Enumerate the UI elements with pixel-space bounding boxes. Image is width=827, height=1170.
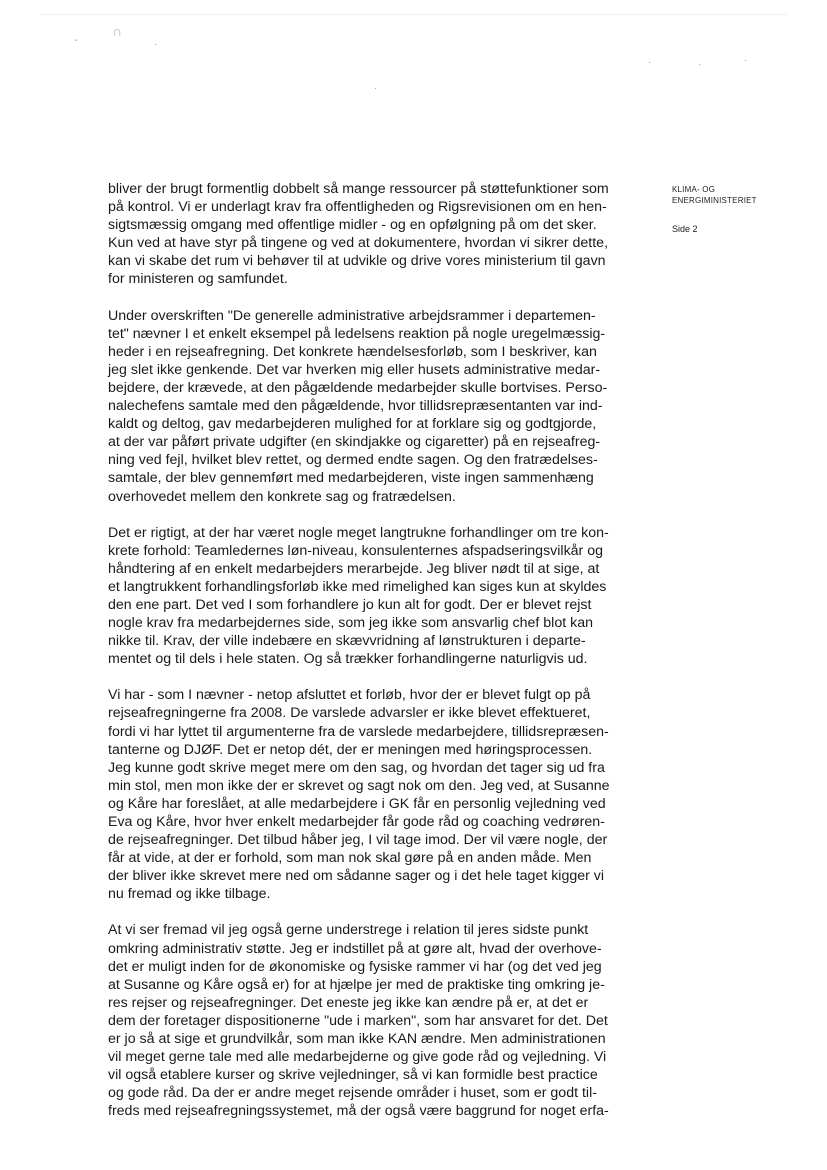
text-line: nu fremad og ikke tilbage. xyxy=(108,886,271,903)
text-line: håndtering af en enkelt medarbejders merarbejde. Jeg bliver nødt til at sige, at xyxy=(108,560,600,577)
text-line: samtale, der blev gennemført med medarbejderen, viste ingen sammenhæng xyxy=(108,470,594,487)
paragraph xyxy=(108,524,643,669)
text-line: res rejser og rejseafregninger. Det eneste jeg ikke kan ændre på er, at det er xyxy=(108,994,589,1011)
text-line: for ministeren og samfundet. xyxy=(108,271,288,288)
text-line: ning ved fejl, hvilket blev rettet, og dermed endte sagen. Og den fratrædelses- xyxy=(108,452,598,469)
text-line: tet" nævner I et enkelt eksempel på ledelsens reaktion på nogle uregelmæssig- xyxy=(108,325,606,342)
text-line: rejseafregningerne fra 2008. De varslede advarsler er ikke blevet effektueret, xyxy=(108,705,591,722)
text-line: Under overskriften "De generelle administrative arbejdsrammer i departemen- xyxy=(108,307,596,324)
scan-mark: · xyxy=(374,83,378,94)
scan-mark: · xyxy=(648,57,652,68)
text-line: min stol, men mon ikke der er skrevet og sagt nok om den. Jeg ved, at Susanne xyxy=(108,777,610,794)
ministry-line-2: ENERGIMINISTERIET xyxy=(672,196,757,205)
text-line: bejdere, der krævede, at den pågældende medarbejder skulle bortvises. Perso- xyxy=(108,379,608,396)
text-line: vil også etablere kurser og skrive vejledninger, så vi kan formidle best practice xyxy=(108,1067,598,1084)
text-line: overhovedet mellem den konkrete sag og fratrædelsen. xyxy=(108,488,456,505)
text-line: får at vide, at der er forhold, som man nok skal gøre på en anden måde. Men xyxy=(108,850,592,867)
text-line: sigtsmæssig omgang med offentlige midler - og en opfølgning på om det sker. xyxy=(108,217,597,234)
text-line: kaldt og deltog, gav medarbejderen mulighed for at forklare sig og godtgjorde, xyxy=(108,416,597,433)
text-line: nogle krav fra medarbejdernes side, som jeg ikke som ansvarlig chef blot kan xyxy=(108,615,593,632)
ministry-line-1: KLIMA- OG xyxy=(672,185,716,194)
text-line: Eva og Kåre, hvor hver enkelt medarbejder får gode råd og coaching vedrøren- xyxy=(108,814,605,830)
text-line: der bliver ikke skrevet mere ned om sådanne sager og i det hele taget kigger vi xyxy=(108,868,605,885)
paragraph xyxy=(108,180,643,289)
scan-mark: · xyxy=(154,39,158,50)
text-line: at Susanne og Kåre også er) for at hjælpe jer med de praktiske ting omkring je- xyxy=(108,976,605,993)
text-line: Kun ved at have styr på tingene og ved at dokumentere, hvordan vi sikrer dette, xyxy=(108,235,609,252)
text-line: Jeg kunne godt skrive meget mere om den sag, og hvordan det tager sig ud fra xyxy=(108,759,605,776)
text-line: bliver der brugt formentlig dobbelt så mange ressourcer på støttefunktioner som xyxy=(108,181,609,197)
text-line: krete forhold: Teamledernes løn-niveau, konsulenternes afspadseringsvilkår og xyxy=(108,542,603,559)
text-line: Vi har - som I nævner - netop afsluttet et forløb, hvor der er blevet fulgt op på xyxy=(108,687,591,704)
text-line: den ene part. Det ved I som forhandlere jo kun alt for godt. Der er blevet rejst xyxy=(108,596,592,613)
text-line: og Kåre har foreslået, at alle medarbejdere i GK får en personlig vejledning ved xyxy=(108,795,606,812)
text-line: et langtrukkent forhandlingsforløb ikke med rimelighed kan siges kun at skyldes xyxy=(108,578,607,595)
text-line: kan vi skabe det rum vi behøver til at udvikle og drive vores ministerium til gavn xyxy=(108,253,606,270)
letter-body xyxy=(108,180,643,1139)
text-line: nalechefens samtale med den pågældende, hvor tillidsrepræsentanten var ind- xyxy=(108,398,603,415)
scan-top-edge xyxy=(40,14,787,15)
text-line: nikke til. Krav, der ville indebære en skævvridning af lønstrukturen i departe- xyxy=(108,633,586,650)
scan-mark: · xyxy=(698,59,702,70)
text-line: jeg slet ikke genkende. Det var hverken mig eller husets administrative medar- xyxy=(108,361,601,378)
text-line: på kontrol. Vi er underlagt krav fra offentligheden og Rigsrevisionen om en hen- xyxy=(108,199,607,216)
text-line: mentet og til dels i hele staten. Og så trækker forhandlingerne naturligvis ud. xyxy=(108,651,588,668)
text-line: dem der foretager dispositionerne "ude i marken", som har ansvaret for det. Det xyxy=(108,1012,608,1029)
scan-mark: - xyxy=(74,35,78,46)
scan-mark: · xyxy=(744,55,748,66)
ministry-name xyxy=(672,184,757,206)
text-line: vil meget gerne tale med alle medarbejderne og give gode råd og vejledning. Vi xyxy=(108,1049,607,1066)
text-line: freds med rejseafregningssystemet, må der også være baggrund for noget erfa- xyxy=(108,1103,609,1120)
text-line: at der var påført private udgifter (en skindjakke og cigaretter) på en rejseafreg- xyxy=(108,434,601,451)
paragraph xyxy=(108,307,643,506)
text-line: og gode råd. Da der er andre meget rejsende områder i huset, som er godt til- xyxy=(108,1085,597,1102)
text-line: fordi vi har lyttet til argumenterne fra de varslede medarbejdere, tillidsrepræsen- xyxy=(108,723,609,740)
paragraph xyxy=(108,921,643,1120)
text-line: Det er rigtigt, at der har været nogle meget langtrukne forhandlinger om tre kon- xyxy=(108,524,609,541)
text-line: heder i en rejseafregning. Det konkrete hændelsesforløb, som I beskriver, kan xyxy=(108,343,597,360)
paragraph xyxy=(108,686,643,903)
text-line: At vi ser fremad vil jeg også gerne understrege i relation til jeres sidste punkt xyxy=(108,922,589,939)
text-line: det er muligt inden for de økonomiske og fysiske rammer vi har (og det ved jeg xyxy=(108,958,602,975)
text-line: tanterne og DJØF. Det er netop dét, der er meningen med høringsprocessen. xyxy=(108,741,593,758)
text-line: omkring administrativ støtte. Jeg er indstillet på at gøre alt, hvad der overhove- xyxy=(108,940,602,957)
scan-mark: ∩ xyxy=(112,23,123,39)
page-number: Side 2 xyxy=(672,224,698,234)
text-line: er jo så at sige et grundvilkår, som man ikke KAN ændre. Men administrationen xyxy=(108,1031,606,1048)
text-line: de rejseafregninger. Det tilbud håber jeg, I vil tage imod. Der vil være nogle, der xyxy=(108,832,608,849)
